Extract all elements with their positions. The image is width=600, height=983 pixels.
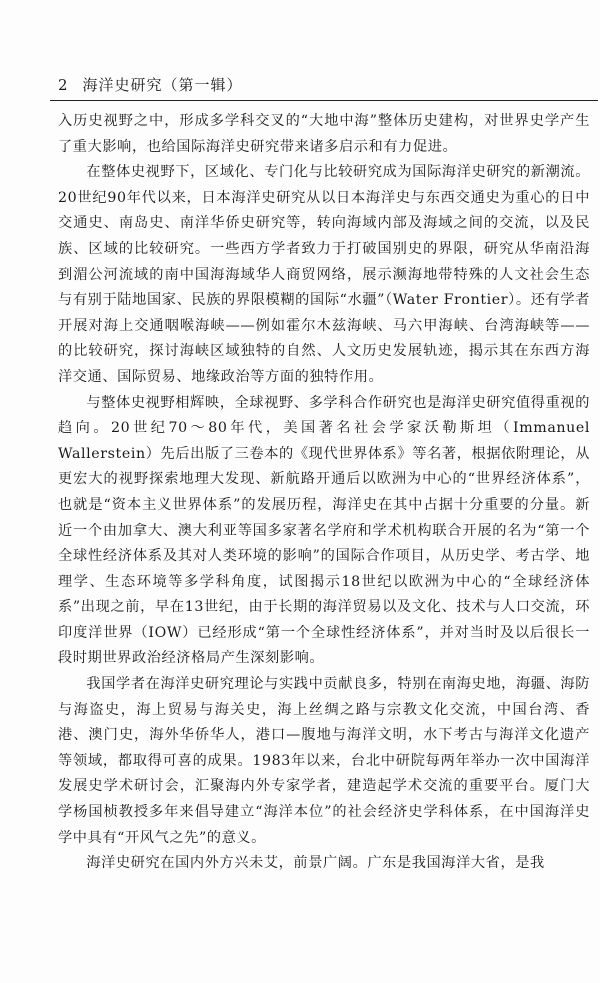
book-title: 海洋史研究（第一辑） xyxy=(82,76,243,94)
paragraph-chinese-scholars: 我国学者在海洋史研究理论与实践中贡献良多，特别在南海史地，海疆、海防与海盗史，海上贸易与海关史，海上丝绸之路与宗教文化交流，中国台湾、香港、澳门史，海外华侨华人，港口—腹地与海洋文明，水下考古与海洋文化遗产等领域，都取得可喜的成果。1983年以来，台北中研院每两年举办一次中国海洋发展史学术研讨会，汇聚海内外专家学者，建造起学术交流的重要平台。厦门大学杨国桢教授多年来倡导建立“海洋本位”的社会经济史学科体系，在中国海洋史学中具有“开风气之先”的意义。 xyxy=(58,676,590,846)
paragraph-regional-studies: 在整体史视野下，区域化、专门化与比较研究成为国际海洋史研究的新潮流。20世纪90年代以来，日本海洋史研究从以日本海洋史与东西交通史为重心的日中交通史、南岛史、南洋华侨史研究等，转向海域内部及海域之间的交流，以及民族、区域的比较研究。一些西方学者致力于打破国别史的界限，研究从华南沿海到湄公河流域的南中国海海域华人商贸网络，展示濒海地带特殊的人文社会生态与有别于陆地国家、民族的界限模糊的国际“水疆”（Water Frontier）。还有学者开展对海上交通咽喉海峡——例如霍尔木兹海峡、马六甲海峡、台湾海峡等——的比较研究，探讨海峡区域独特的自然、人文历史发展轨迹，揭示其在东西方海洋交通、国际贸易、地缘政治等方面的独特作用。 xyxy=(58,164,590,385)
body-text xyxy=(58,109,590,877)
header-rule xyxy=(50,100,598,101)
paragraph-continuation: 入历史视野之中，形成多学科交叉的“大地中海”整体历史建构，对世界史学产生了重大影响，也给国际海洋史研究带来诸多启示和有力促进。 xyxy=(58,113,590,155)
running-header xyxy=(58,74,243,98)
paragraph-outlook: 海洋史研究在国内外方兴未艾，前景广阔。广东是我国海洋大省，是我 xyxy=(86,855,545,872)
page-number: 2 xyxy=(58,76,69,94)
paragraph-global-perspective: 与整体史视野相辉映，全球视野、多学科合作研究也是海洋史研究值得重视的趋向。20世纪70～80年代，美国著名社会学家沃勒斯坦（Immanuel Wallerstein）先后出版了三卷本的《现代世界体系》等名著，根据依附理论，从更宏大的视野探索地理大发现、新航路开通后以欧洲为中心的“世界经济体系”，也就是“资本主义世界体系”的发展历程，海洋史在其中占据十分重要的分量。新近一个由加拿大、澳大利亚等国多家著名学府和学术机构联合开展的名为“第一个全球性经济体系及其对人类环境的影响”的国际合作项目，从历史学、考古学、地理学、生态环境等多学科角度，试图揭示18世纪以欧洲为中心的“全球经济体系”出现之前，早在13世纪，由于长期的海洋贸易以及文化、技术与人口交流，环印度洋世界（IOW）已经形成“第一个全球性经济体系”，并对当时及以后很长一段时期世界政治经济格局产生深刻影响。 xyxy=(58,394,590,667)
